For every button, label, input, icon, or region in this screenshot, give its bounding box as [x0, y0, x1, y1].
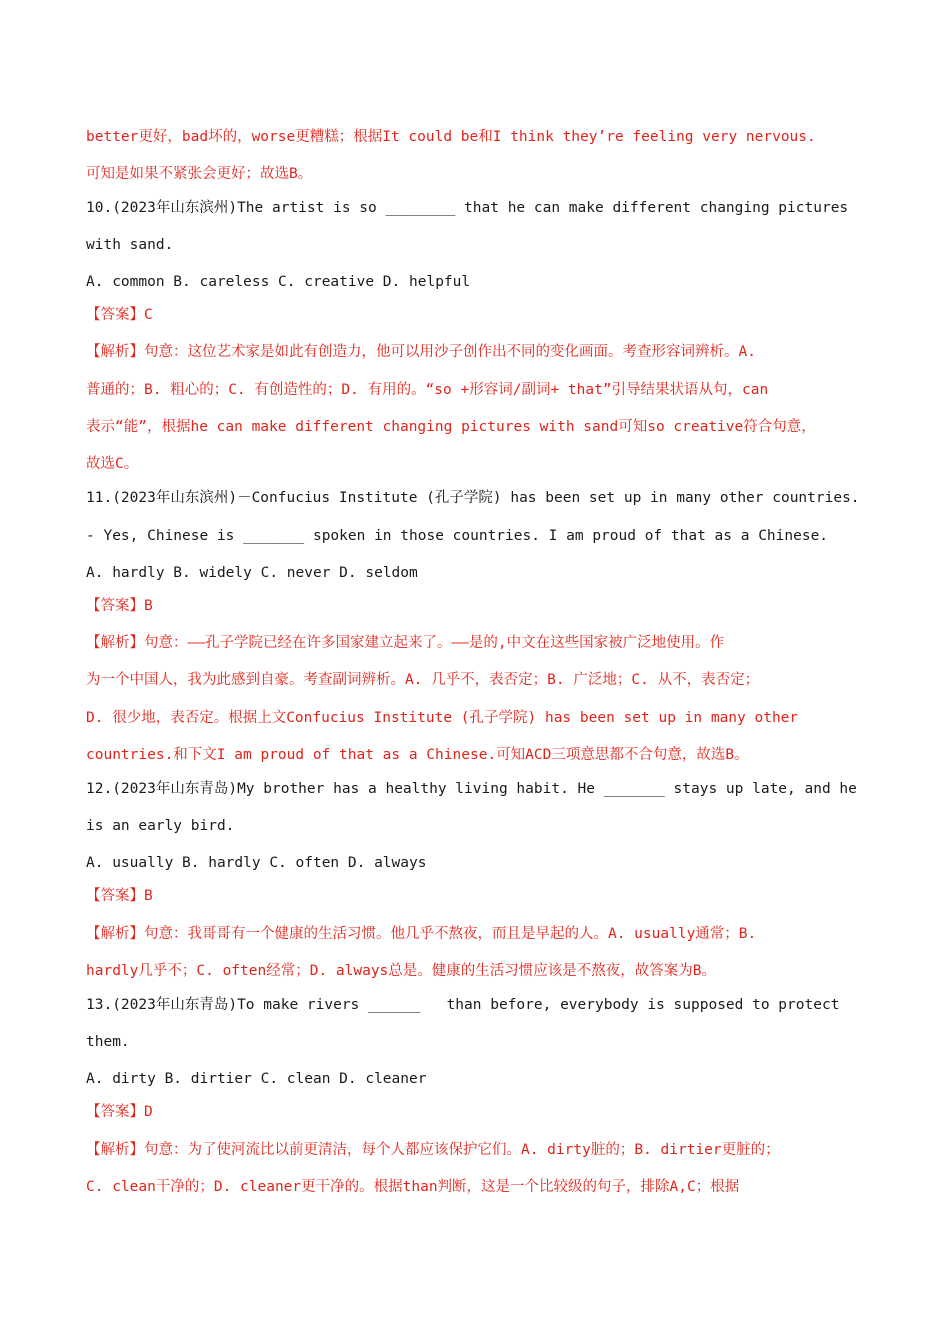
question-12-analysis: 【解析】句意：我哥哥有一个健康的生活习惯。他几乎不熬夜，而且是早起的人。A. usually通常；B.: [86, 926, 757, 942]
question-13-answer: 【答案】D: [86, 1104, 153, 1120]
question-13-analysis: C. clean干净的；D. cleaner更干净的。根据than判断，这是一个比较级的句子，排除A,C；根据: [86, 1179, 740, 1195]
question-10-analysis: 故选C。: [86, 456, 139, 472]
question-11-answer: 【答案】B: [86, 598, 153, 614]
question-13-stem: 13.(2023年山东青岛)To make rivers ______ than before, everybody is supposed to protect: [86, 997, 840, 1013]
question-11-stem: - Yes, Chinese is _______ spoken in those countries. I am proud of that as a Chinese.: [86, 528, 829, 544]
question-13-options: A. dirty B. dirtier C. clean D. cleaner: [86, 1071, 427, 1087]
question-11-stem: 11.(2023年山东滨州)－Confucius Institute (孔子学院) has been set up in many other countries.: [86, 490, 860, 506]
question-11-analysis: countries.和下文I am proud of that as a Chinese.可知ACD三项意思都不合句意，故选B。: [86, 747, 749, 763]
question-10-options: A. common B. careless C. creative D. helpful: [86, 274, 471, 290]
question-10-analysis: 【解析】句意：这位艺术家是如此有创造力，他可以用沙子创作出不同的变化画面。考查形容词辨析。A.: [86, 344, 756, 360]
question-11-analysis: 【解析】句意：——孔子学院已经在许多国家建立起来了。——是的,中文在这些国家被广泛地使用。作: [86, 635, 725, 651]
question-10-stem: 10.(2023年山东滨州)The artist is so ________ that he can make different changing pictures: [86, 200, 849, 216]
text-line: better更好，bad坏的，worse更糟糕；根据It could be和I think they’re feeling very nervous.: [86, 129, 816, 145]
question-10-stem: with sand.: [86, 237, 174, 253]
question-11-analysis: 为一个中国人，我为此感到自豪。考查副词辨析。A. 几乎不，表否定；B. 广泛地；C. 从不，表否定；: [86, 672, 760, 688]
question-12-answer: 【答案】B: [86, 888, 153, 904]
question-12-stem: is an early bird.: [86, 818, 235, 834]
question-13-analysis: 【解析】句意：为了使河流比以前更清洁，每个人都应该保护它们。A. dirty脏的；B. dirtier更脏的；: [86, 1142, 780, 1158]
question-10-analysis: 普通的；B. 粗心的；C. 有创造性的；D. 有用的。“so +形容词/副词+ that”引导结果状语从句，can: [86, 382, 769, 398]
question-12-options: A. usually B. hardly C. often D. always: [86, 855, 427, 871]
text-line: 可知是如果不紧张会更好；故选B。: [86, 166, 313, 182]
question-11-analysis: D. 很少地，表否定。根据上文Confucius Institute (孔子学院) has been set up in many other: [86, 710, 799, 726]
question-10-answer: 【答案】C: [86, 307, 153, 323]
question-12-analysis: hardly几乎不；C. often经常；D. always总是。健康的生活习惯应该是不熬夜，故答案为B。: [86, 963, 717, 979]
question-12-stem: 12.(2023年山东青岛)My brother has a healthy living habit. He _______ stays up late, and he: [86, 781, 857, 797]
question-11-options: A. hardly B. widely C. never D. seldom: [86, 565, 418, 581]
question-10-analysis: 表示“能”，根据he can make different changing pictures with sand可知so creative符合句意，: [86, 419, 816, 435]
question-13-stem: them.: [86, 1034, 130, 1050]
